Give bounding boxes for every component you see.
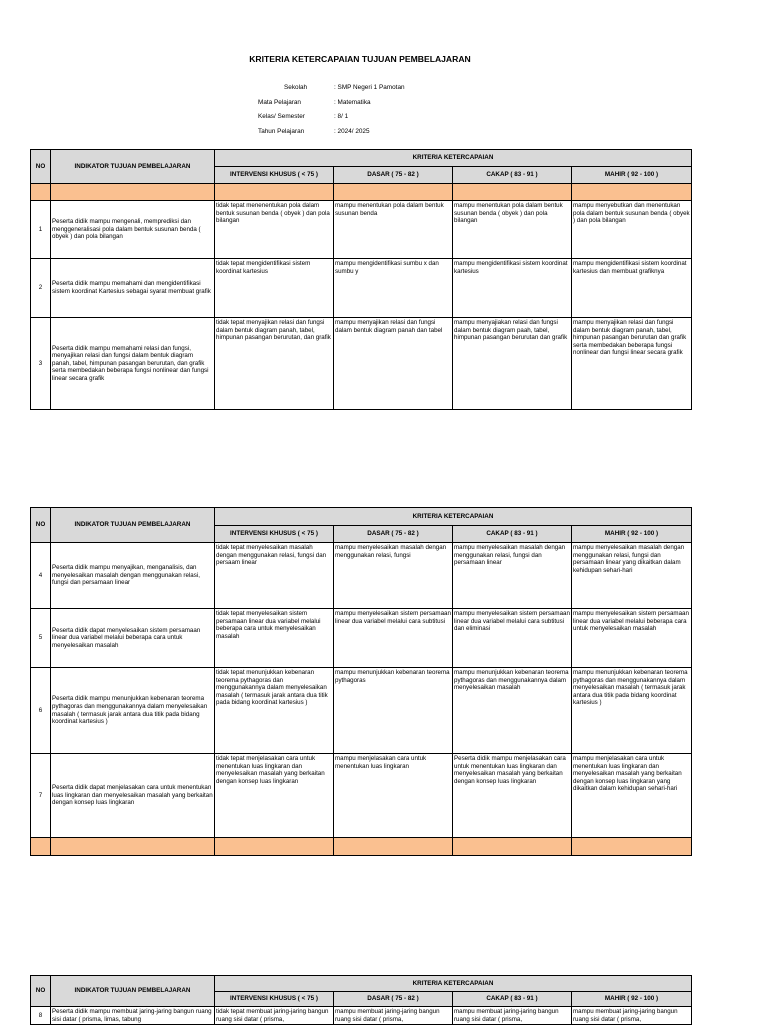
criteria-table-3 <box>30 975 692 1025</box>
row-level-cakap: mampu menyelesaikan masalah dengan menggunakan relasi, fungsi dan persamaan linear <box>453 543 572 609</box>
row-level-cakap: mampu membuat jaring-jaring bangun ruang sisi datar ( prisma, <box>453 1007 572 1025</box>
separator-row <box>31 838 692 856</box>
row-indicator: Peserta didik mampu memahami dan mengidentifikasi sistem koordinat Kartesius sebagai syarat membuat grafik <box>51 259 215 318</box>
table-row <box>31 754 692 838</box>
header-level-dasar: DASAR ( 75 - 82 ) <box>334 992 453 1007</box>
row-level-intervensi: tidak tepat menyelesaikan sistem persamaan linear dua variabel melalui beberapa cara untuk menyelesaikan masalah <box>215 609 334 668</box>
table-row <box>31 1007 692 1025</box>
header-indicator: INDIKATOR TUJUAN PEMBELAJARAN <box>51 150 215 184</box>
row-number: 1 <box>31 201 51 259</box>
header-no: NO <box>31 150 51 184</box>
row-level-intervensi: tidak tepat menjelasakan cara untuk menentukan luas lingkaran dan menyelesaikan masalah yang berkaitan dengan konsep luas lingkaran <box>215 754 334 838</box>
row-level-intervensi: tidak tepat menunjukkan kebenaran teorema pythagoras dan menggunakannya dalam menyelesaikan masalah ( termasuk jarak antara dua titik pada bidang koordinat kartesius ) <box>215 668 334 754</box>
row-level-dasar: mampu menyajikan relasi dan fungsi dalam bentuk diagram panah dan tabel <box>334 318 453 410</box>
table-row <box>31 318 692 410</box>
row-level-dasar: mampu menyelesaikan sistem persamaan linear dua variabel melalui cara subtitusi <box>334 609 453 668</box>
header-indicator: INDIKATOR TUJUAN PEMBELAJARAN <box>51 508 215 543</box>
row-level-intervensi: tidak tepat menenentukan pola dalam bentuk susunan benda ( obyek ) dan pola bilangan <box>215 201 334 259</box>
header-criteria: KRITERIA KETERCAPAIAN <box>215 508 692 526</box>
row-indicator: Peserta didik mampu menunjukkan kebenaran teorema pythagoras dan menggunakannya dalam menyelesaikan masalah ( termasuk jarak antara dua titik pada bidang koordinat kartesius ) <box>51 668 215 754</box>
criteria-table-1 <box>30 149 692 410</box>
row-indicator: Peserta didik mampu memahami relasi dan fungsi, menyajikan relasi dan fungsi dalam bentuk diagram panah, tabel, himpunan pasangan berurutan, dan grafik serta membedakan beberapa fungsi nonlinear dan fungsi linear secara grafik <box>51 318 215 410</box>
header-level-mahir: MAHIR ( 92 - 100 ) <box>572 992 692 1007</box>
info-value: : 8/ 1 <box>334 113 349 121</box>
row-level-mahir: mampu menyelesaikan sistem persamaan linear dua variabel melalui beberapa cara untuk menyelesaikan masalah <box>572 609 692 668</box>
header-level-cakap: CAKAP ( 83 - 91 ) <box>453 526 572 543</box>
table-row <box>31 201 692 259</box>
header-level-dasar: DASAR ( 75 - 82 ) <box>334 526 453 543</box>
info-label: Kelas/ Semester <box>258 113 305 121</box>
header-level-mahir: MAHIR ( 92 - 100 ) <box>572 526 692 543</box>
row-level-dasar: mampu menentukan pola dalam bentuk susunan benda <box>334 201 453 259</box>
row-level-dasar: mampu menjelasakan cara untuk menentukan luas lingkaran <box>334 754 453 838</box>
info-label: Tahun Pelajaran <box>258 127 305 135</box>
row-indicator: Peserta didik dapat menjelasakan cara untuk menentukan luas lingkaran dan menyelesaikan masalah yang berkaitan dengan konsep luas lingkaran <box>51 754 215 838</box>
header-level-intervensi: INTERVENSI KHUSUS ( < 75 ) <box>215 992 334 1007</box>
info-value: : SMP Negeri 1 Pamotan <box>334 84 405 91</box>
row-indicator: Peserta didik mampu membuat jaring-jaring bangun ruang sisi datar ( prisma, limas, tabung <box>51 1007 215 1025</box>
row-number: 8 <box>31 1007 51 1025</box>
row-level-dasar: mampu mengidentifikasi sumbu x dan sumbu y <box>334 259 453 318</box>
row-indicator: Peserta didik mampu mengenali, memprediksi dan menggeneralisasi pola dalam bentuk susunan benda ( obyek ) dan pola bilangan <box>51 201 215 259</box>
row-level-intervensi: tidak tepat membuat jaring-jaring bangun ruang sisi datar ( prisma, <box>215 1007 334 1025</box>
criteria-table-2 <box>30 507 692 856</box>
header-criteria: KRITERIA KETERCAPAIAN <box>215 150 692 167</box>
header-level-intervensi: INTERVENSI KHUSUS ( < 75 ) <box>215 167 334 184</box>
row-level-cakap: mampu mengidentifikasi sistem koordinat kartesius <box>453 259 572 318</box>
row-level-dasar: mampu membuat jaring-jaring bangun ruang sisi datar ( prisma, <box>334 1007 453 1025</box>
row-level-mahir: mampu membuat jaring-jaring bangun ruang sisi datar ( prisma, <box>572 1007 692 1025</box>
row-level-mahir: mampu menyebutkan dan menentukan pola dalam bentuk susunan benda ( obyek ) dan pola bilangan <box>572 201 692 259</box>
row-level-mahir: mampu mengidentifikasi sistem koordinat kartesius dan membuat grafiknya <box>572 259 692 318</box>
table-row <box>31 609 692 668</box>
header-indicator: INDIKATOR TUJUAN PEMBELAJARAN <box>51 976 215 1007</box>
row-level-cakap: mampu menunjukkan kebenaran teorema pythagoras dan menggunakannya dalam menyelesaikan masalah <box>453 668 572 754</box>
row-number: 5 <box>31 609 51 668</box>
row-level-cakap: mampu menentukan pola dalam bentuk susunan benda ( obyek ) dan pola bilangan <box>453 201 572 259</box>
row-number: 7 <box>31 754 51 838</box>
row-level-mahir: mampu menyajikan relasi dan fungsi dalam bentuk diagram panah, tabel, himpunan pasangan berurutan dan grafik serta membedakan beberapa fungsi nonlinear dan fungsi linear secara grafik <box>572 318 692 410</box>
header-level-cakap: CAKAP ( 83 - 91 ) <box>453 992 572 1007</box>
row-indicator: Peserta didik dapat menyelesaikan sistem persamaan linear dua variabel melalui beberapa cara untuk menyelesaikan masalah <box>51 609 215 668</box>
row-level-dasar: mampu menunjukkan kebenaran teorema pythagoras <box>334 668 453 754</box>
document-title: KRITERIA KETERCAPAIAN TUJUAN PEMBELAJARAN <box>249 54 471 64</box>
header-no: NO <box>31 976 51 1007</box>
row-level-cakap: mampu menyelesaikan sistem persamaan linear dua variabel melalui cara subtitusi dan eliminasi <box>453 609 572 668</box>
header-level-cakap: CAKAP ( 83 - 91 ) <box>453 167 572 184</box>
table-row <box>31 668 692 754</box>
row-number: 6 <box>31 668 51 754</box>
row-indicator: Peserta didik mampu menyajikan, menganalisis, dan menyelesaikan masalah dengan menggunakan relasi, fungsi dan persamaan linear <box>51 543 215 609</box>
separator-row <box>31 184 692 201</box>
header-level-intervensi: INTERVENSI KHUSUS ( < 75 ) <box>215 526 334 543</box>
row-number: 2 <box>31 259 51 318</box>
header-level-mahir: MAHIR ( 92 - 100 ) <box>572 167 692 184</box>
row-level-cakap: mampu menyajiakan relasi dan fungsi dalam bentuk diagram paah, tabel, himpunan pasangan berurutan dan grafik <box>453 318 572 410</box>
row-level-mahir: mampu menjelasakan cara untuk menentukan luas lingkaran dan menyelesaikan masalah yang berkaitan dengan konsep luas lingkaran yang dikaitkan dalam kehidupan sehari-hari <box>572 754 692 838</box>
row-level-dasar: mampu menyelesaikan masalah dengan menggunakan relasi, fungsi <box>334 543 453 609</box>
row-level-intervensi: tidak tepat mengidentifikasi sistem koordinat kartesius <box>215 259 334 318</box>
info-value: : Matematika <box>334 98 371 106</box>
table-row <box>31 543 692 609</box>
header-no: NO <box>31 508 51 543</box>
row-level-intervensi: tidak tepat menyelesaikan masalah dengan menggunakan relasi, fungsi dan persaam linear <box>215 543 334 609</box>
row-number: 4 <box>31 543 51 609</box>
row-level-mahir: mampu menunjukkan kebenaran teorema pythagoras dan menggunakannya dalam menyelesaikan masalah ( termasuk jarak antara dua titik pada bidang koordinat kartesius ) <box>572 668 692 754</box>
header-level-dasar: DASAR ( 75 - 82 ) <box>334 167 453 184</box>
info-value: : 2024/ 2025 <box>334 127 370 135</box>
info-label: Sekolah <box>284 84 308 91</box>
row-level-intervensi: tidak tepat menyajikan relasi dan fungsi dalam bentuk diagram panah, tabel, himpunan pasangan berurutan, dan grafik <box>215 318 334 410</box>
row-number: 3 <box>31 318 51 410</box>
header-criteria: KRITERIA KETERCAPAIAN <box>215 976 692 992</box>
info-label: Mata Pelajaran <box>258 98 301 106</box>
row-level-mahir: mampu menyelesaikan masalah dengan menggunakan relasi, fungsi dan persamaan linear yang dikaitkan dalam kehidupan sehari-hari <box>572 543 692 609</box>
table-row <box>31 259 692 318</box>
row-level-cakap: Peserta didik mampu menjelasakan cara untuk menentukan luas lingkaran dan menyelesaikan masalah yang berkaitan dengan konsep luas lingkaran <box>453 754 572 838</box>
